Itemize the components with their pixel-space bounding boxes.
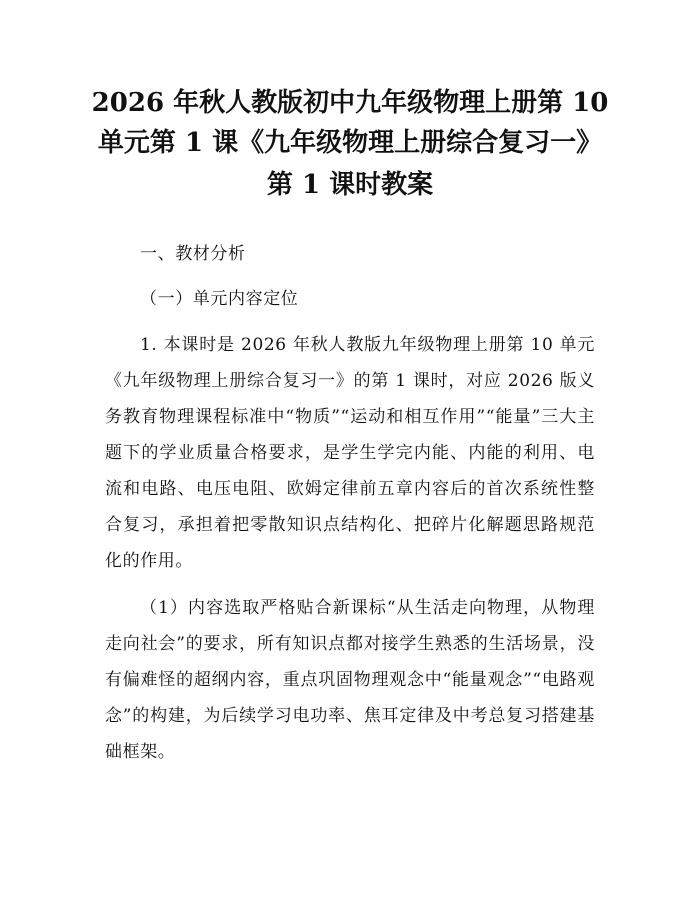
document-title-line-3: 第 1 课时教案 [266,170,434,200]
subsection-heading: （一）单元内容定位 [140,289,299,309]
paragraph-1: 1. 本课时是 2026 年秋人教版九年级物理上册第 10 单元《九年级物理上册综合复习一》的第 1 课时，对应 2026 版义务教育物理课程标准中“物质”“运动和相互作用”“能量”三大主题下的学业质量合格要求，是学生学完内能、内能的利用、电流和电路、电压电阻、欧姆定律前五章内容后的首次系统性整合复习，承担着把零散知识点结构化、把碎片化解题思路规范化的作用。 [105,335,595,571]
paragraph-2: （1）内容选取严格贴合新课标“从生活走向物理，从物理走向社会”的要求，所有知识点都对接学生熟悉的生活场景，没有偏难怪的超纲内容，重点巩固物理观念中“能量观念”“电路观念”的构建，为后续学习电功率、焦耳定律及中考总复习搭建基础框架。 [105,598,595,762]
document-title-line-1: 2026 年秋人教版初中九年级物理上册第 10 [91,88,609,118]
section-heading: 一、教材分析 [140,244,246,264]
document-title-line-2: 单元第 1 课《九年级物理上册综合复习一》 [97,128,603,158]
